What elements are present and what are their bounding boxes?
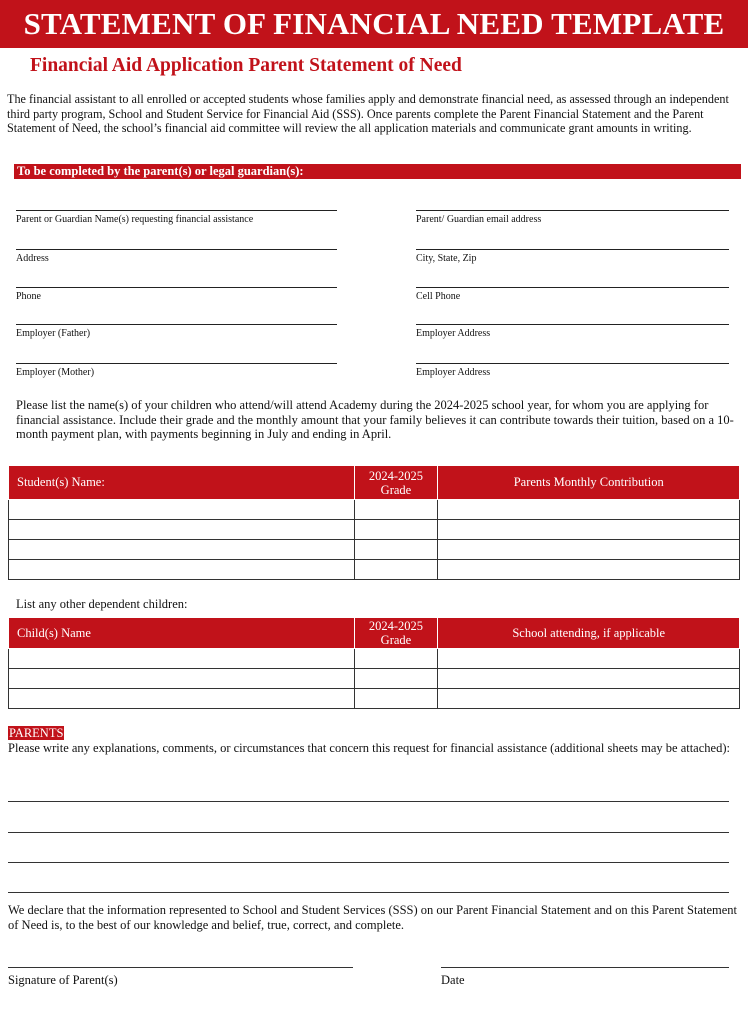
field-label: Employer (Father) [16,328,91,339]
field-label: Phone [16,291,41,302]
city-state-zip-field[interactable] [416,249,729,250]
grade-cell[interactable] [354,689,438,709]
cell-phone-field[interactable] [416,287,729,288]
grade-cell[interactable] [354,560,438,580]
table-row [9,520,740,540]
parents-prompt: Please write any explanations, comments, or circumstances that concern this request for financial assistance (additional sheets may be attached): [8,741,730,755]
column-header: School attending, if applicable [438,618,740,649]
phone-field[interactable] [16,287,337,288]
table-row [9,560,740,580]
column-header: Student(s) Name: [9,466,355,500]
table-row [9,689,740,709]
field-label: Parent or Guardian Name(s) requesting financial assistance [16,214,254,225]
child-name-cell[interactable] [9,669,355,689]
page-title: STATEMENT OF FINANCIAL NEED TEMPLATE [23,6,725,41]
field-label: Employer (Mother) [16,367,95,378]
field-label: Cell Phone [416,291,461,302]
field-label: Address [16,253,49,264]
contribution-cell[interactable] [438,540,740,560]
grade-cell[interactable] [354,540,438,560]
employer-father-field[interactable] [16,324,337,325]
school-cell[interactable] [438,689,740,709]
signature-line[interactable] [8,967,353,968]
student-name-cell[interactable] [9,520,355,540]
grade-cell[interactable] [354,520,438,540]
declaration-text: We declare that the information represented to School and Student Services (SSS) on our Parent Financial Statement and on this Parent Statement of Need is, to the best of our knowledge and belief, true, correct, and complete. [8,903,738,932]
grade-cell[interactable] [354,669,438,689]
explanation-line[interactable] [8,862,729,863]
dependents-table [8,617,740,709]
dependents-label: List any other dependent children: [16,597,188,611]
employer-address-mother-field[interactable] [416,363,729,364]
student-name-cell[interactable] [9,500,355,520]
student-name-cell[interactable] [9,560,355,580]
contribution-cell[interactable] [438,560,740,580]
field-label: City, State, Zip [416,253,477,264]
field-label: Parent/ Guardian email address [416,214,542,225]
employer-mother-field[interactable] [16,363,337,364]
student-name-cell[interactable] [9,540,355,560]
explanation-line[interactable] [8,801,729,802]
explanation-line[interactable] [8,832,729,833]
table-header-row [9,618,740,649]
field-label: Employer Address [416,328,491,339]
guardian-name-field[interactable] [16,210,337,211]
page-subtitle: Financial Aid Application Parent Statement of Need [30,55,462,76]
contribution-cell[interactable] [438,520,740,540]
column-header: 2024-2025 Grade [354,618,438,649]
address-field[interactable] [16,249,337,250]
children-instructions: Please list the name(s) of your children who attend/will attend Academy during the 2024-2025 school year, for whom you are applying for financial assistance. Include their grade and the monthly amount that your family believes it can contribute towards their tuition, based on a 10-month payment plan, with payments beginning in July and ending in April. [16,398,734,441]
table-row [9,649,740,669]
table-row [9,669,740,689]
table-row [9,540,740,560]
child-name-cell[interactable] [9,689,355,709]
table-header-row [9,466,740,500]
school-cell[interactable] [438,649,740,669]
explanation-line[interactable] [8,892,729,893]
signature-label: Signature of Parent(s) [8,973,118,987]
table-row [9,500,740,520]
students-table [8,465,740,580]
column-header: 2024-2025 Grade [354,466,438,500]
field-label: Employer Address [416,367,491,378]
grade-cell[interactable] [354,500,438,520]
intro-paragraph: The financial assistant to all enrolled or accepted students whose families apply and demonstrate financial need, as assessed through an independent third party program, School and Student Service for Financial Aid (SSS). Once parents complete the Parent Financial Statement and the Parent Statement of Need, the school’s financial aid committee will review the all application materials and communicate grant amounts in writing. [7,92,729,135]
school-cell[interactable] [438,669,740,689]
parents-section-tag: PARENTS [9,726,64,740]
guardian-section-heading: To be completed by the parent(s) or legal guardian(s): [17,164,304,178]
guardian-email-field[interactable] [416,210,729,211]
grade-cell[interactable] [354,649,438,669]
employer-address-father-field[interactable] [416,324,729,325]
column-header: Parents Monthly Contribution [438,466,740,500]
column-header: Child(s) Name [9,618,355,649]
child-name-cell[interactable] [9,649,355,669]
contribution-cell[interactable] [438,500,740,520]
date-line[interactable] [441,967,729,968]
date-label: Date [441,973,465,987]
